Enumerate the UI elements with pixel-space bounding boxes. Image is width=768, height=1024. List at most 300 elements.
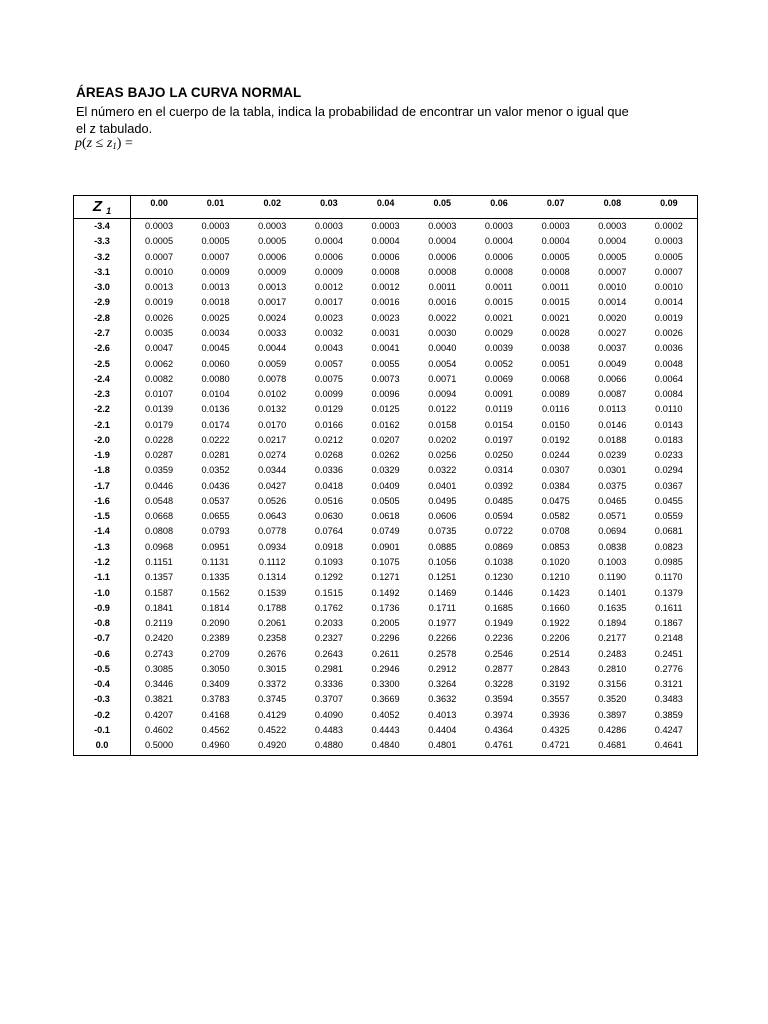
- probability-cell: 0.0618: [371, 511, 400, 522]
- table-body: [74, 219, 698, 756]
- probability-cell: 0.0985: [654, 556, 683, 567]
- probability-cell: 0.0017: [258, 297, 287, 308]
- column-header: 0.01: [187, 196, 244, 219]
- probability-cell: 0.0003: [598, 221, 627, 232]
- z-value-cell: -0.4: [74, 677, 131, 692]
- probability-cell: 0.0409: [371, 480, 400, 491]
- probability-cell: 0.3859: [654, 709, 683, 720]
- probability-cell: 0.0606: [428, 511, 457, 522]
- table-row: [74, 646, 698, 661]
- probability-cell: 0.0537: [201, 495, 230, 506]
- probability-cell: 0.3446: [145, 679, 174, 690]
- probability-cell: 0.0154: [484, 419, 514, 430]
- probability-cell: 0.0055: [371, 358, 400, 369]
- probability-cell: 0.0034: [201, 327, 230, 338]
- probability-cell: 0.1492: [371, 587, 400, 598]
- table-row: [74, 265, 698, 280]
- probability-cell: 0.0143: [654, 419, 683, 430]
- probability-cell: 0.0853: [541, 541, 570, 552]
- probability-cell: 0.0465: [598, 495, 627, 506]
- probability-cell: 0.2296: [371, 633, 400, 644]
- z-value-cell: -2.7: [74, 326, 131, 341]
- probability-cell: 0.0102: [258, 389, 287, 400]
- probability-cell: 0.1056: [428, 556, 457, 567]
- probability-cell: 0.0516: [314, 495, 343, 506]
- z-value-cell: -2.0: [74, 433, 131, 448]
- table-row: [74, 692, 698, 707]
- probability-cell: 0.0015: [484, 297, 514, 308]
- probability-cell: 0.2877: [484, 663, 514, 674]
- probability-cell: 0.4681: [598, 740, 627, 751]
- z-value-cell: -0.5: [74, 662, 131, 677]
- probability-cell: 0.0011: [485, 282, 513, 293]
- probability-cell: 0.0011: [541, 282, 570, 293]
- table-row: [74, 433, 698, 448]
- probability-cell: 0.0010: [598, 282, 627, 293]
- probability-cell: 0.0764: [314, 526, 343, 537]
- probability-cell: 0.0174: [201, 419, 230, 430]
- probability-cell: 0.0329: [371, 465, 400, 476]
- formula-close: ): [116, 136, 122, 151]
- probability-cell: 0.0571: [598, 511, 627, 522]
- probability-cell: 0.4522: [258, 724, 287, 735]
- table-row: [74, 601, 698, 616]
- probability-cell: 0.4483: [314, 724, 343, 735]
- table-row: [74, 540, 698, 555]
- probability-cell: 0.0107: [145, 389, 174, 400]
- column-header: 0.04: [357, 196, 414, 219]
- probability-cell: 0.0401: [428, 480, 457, 491]
- probability-cell: 0.0009: [258, 266, 287, 277]
- probability-cell: 0.1230: [484, 572, 514, 583]
- probability-cell: 0.1469: [428, 587, 457, 598]
- probability-cell: 0.0020: [598, 312, 627, 323]
- probability-cell: 0.1003: [598, 556, 627, 567]
- probability-cell: 0.0495: [428, 495, 457, 506]
- table-row: [74, 341, 698, 356]
- probability-cell: 0.0016: [371, 297, 400, 308]
- probability-cell: 0.0139: [145, 404, 174, 415]
- probability-cell: 0.0274: [258, 450, 287, 461]
- probability-cell: 0.3085: [145, 663, 174, 674]
- z-value-cell: 0.0: [74, 738, 131, 756]
- table-row: [74, 234, 698, 249]
- probability-cell: 0.0179: [145, 419, 174, 430]
- probability-cell: 0.2843: [541, 663, 570, 674]
- probability-cell: 0.0003: [484, 221, 514, 232]
- probability-cell: 0.1894: [598, 618, 627, 629]
- probability-cell: 0.2578: [428, 648, 457, 659]
- probability-cell: 0.4761: [484, 740, 514, 751]
- column-header: 0.06: [471, 196, 528, 219]
- probability-cell: 0.0013: [201, 282, 230, 293]
- z-value-cell: -3.3: [74, 234, 131, 249]
- probability-cell: 0.0035: [145, 327, 174, 338]
- z-value-cell: -2.3: [74, 387, 131, 402]
- probability-cell: 0.0045: [201, 343, 230, 354]
- z-value-cell: -1.3: [74, 540, 131, 555]
- probability-cell: 0.0004: [428, 236, 457, 247]
- probability-cell: 0.0838: [598, 541, 627, 552]
- table-row: [74, 509, 698, 524]
- probability-cell: 0.0087: [598, 389, 627, 400]
- z-value-cell: -2.9: [74, 295, 131, 310]
- probability-cell: 0.0009: [314, 266, 343, 277]
- probability-cell: 0.4364: [484, 724, 514, 735]
- probability-cell: 0.0630: [314, 511, 343, 522]
- table-row: [74, 524, 698, 539]
- probability-cell: 0.1611: [655, 602, 683, 613]
- z-value-cell: -3.4: [74, 219, 131, 235]
- probability-cell: 0.0808: [145, 526, 174, 537]
- probability-cell: 0.0655: [201, 511, 230, 522]
- probability-cell: 0.0033: [258, 327, 287, 338]
- probability-cell: 0.1635: [598, 602, 627, 613]
- probability-cell: 0.1922: [541, 618, 570, 629]
- probability-cell: 0.0336: [314, 465, 343, 476]
- probability-cell: 0.2709: [201, 648, 230, 659]
- probability-cell: 0.0352: [201, 465, 230, 476]
- z-value-cell: -1.1: [74, 570, 131, 585]
- probability-cell: 0.1210: [541, 572, 570, 583]
- formula-func: p: [75, 136, 82, 151]
- probability-cell: 0.2676: [258, 648, 287, 659]
- probability-cell: 0.0582: [541, 511, 570, 522]
- table-row: [74, 662, 698, 677]
- z-value-cell: -0.9: [74, 601, 131, 616]
- probability-cell: 0.3707: [314, 694, 343, 705]
- probability-cell: 0.1292: [314, 572, 343, 583]
- probability-cell: 0.0793: [201, 526, 230, 537]
- probability-cell: 0.0023: [371, 312, 400, 323]
- probability-cell: 0.1867: [654, 618, 683, 629]
- probability-cell: 0.0367: [654, 480, 683, 491]
- probability-cell: 0.2090: [201, 618, 230, 629]
- probability-cell: 0.1131: [201, 556, 230, 567]
- probability-cell: 0.0244: [541, 450, 570, 461]
- probability-cell: 0.2206: [541, 633, 570, 644]
- probability-cell: 0.0951: [201, 541, 230, 552]
- table-row: [74, 417, 698, 432]
- probability-cell: 0.0446: [145, 480, 174, 491]
- probability-cell: 0.0005: [541, 251, 570, 262]
- z-value-cell: -0.6: [74, 646, 131, 661]
- column-header: 0.02: [244, 196, 301, 219]
- probability-cell: 0.3372: [258, 679, 287, 690]
- probability-cell: 0.1020: [541, 556, 570, 567]
- probability-cell: 0.0029: [484, 327, 514, 338]
- probability-cell: 0.0294: [654, 465, 683, 476]
- z-value-cell: -3.0: [74, 280, 131, 295]
- probability-cell: 0.0052: [484, 358, 514, 369]
- table-row: [74, 250, 698, 265]
- probability-cell: 0.4880: [314, 740, 343, 751]
- probability-cell: 0.0047: [145, 343, 174, 354]
- probability-cell: 0.0006: [428, 251, 457, 262]
- z-value-cell: -0.3: [74, 692, 131, 707]
- probability-cell: 0.0918: [314, 541, 343, 552]
- probability-cell: 0.0233: [654, 450, 683, 461]
- formula-eq: =: [121, 136, 133, 151]
- probability-cell: 0.2389: [201, 633, 230, 644]
- probability-cell: 0.3264: [428, 679, 457, 690]
- probability-cell: 0.2981: [314, 663, 343, 674]
- table-row: [74, 311, 698, 326]
- normal-distribution-table: [73, 195, 698, 756]
- probability-cell: 0.0314: [484, 465, 514, 476]
- probability-cell: 0.1075: [371, 556, 400, 567]
- probability-cell: 0.0030: [428, 327, 457, 338]
- probability-cell: 0.0436: [201, 480, 230, 491]
- probability-cell: 0.0036: [654, 343, 683, 354]
- probability-cell: 0.0301: [598, 465, 627, 476]
- probability-cell: 0.0032: [314, 327, 343, 338]
- probability-cell: 0.1446: [484, 587, 514, 598]
- probability-cell: 0.1660: [541, 602, 570, 613]
- formula-sub: 1: [112, 141, 117, 151]
- probability-cell: 0.3483: [654, 694, 683, 705]
- probability-cell: 0.0735: [428, 526, 457, 537]
- table-row: [74, 555, 698, 570]
- table-row: [74, 463, 698, 478]
- probability-cell: 0.0073: [371, 373, 400, 384]
- z-value-cell: -2.6: [74, 341, 131, 356]
- probability-cell: 0.0250: [484, 450, 514, 461]
- probability-cell: 0.0392: [484, 480, 514, 491]
- probability-cell: 0.0005: [598, 251, 627, 262]
- table-row: [74, 616, 698, 631]
- probability-cell: 0.1515: [314, 587, 343, 598]
- probability-cell: 0.0708: [541, 526, 570, 537]
- probability-cell: 0.0375: [598, 480, 627, 491]
- probability-cell: 0.3821: [145, 694, 174, 705]
- probability-cell: 0.0025: [201, 312, 230, 323]
- probability-cell: 0.0059: [258, 358, 287, 369]
- probability-cell: 0.0146: [598, 419, 627, 430]
- probability-cell: 0.3192: [541, 679, 570, 690]
- probability-cell: 0.0778: [258, 526, 287, 537]
- probability-cell: 0.3669: [371, 694, 400, 705]
- z-value-cell: -1.4: [74, 524, 131, 539]
- probability-cell: 0.0019: [654, 312, 683, 323]
- probability-cell: 0.0885: [428, 541, 457, 552]
- z-value-cell: -3.1: [74, 265, 131, 280]
- probability-cell: 0.0064: [654, 373, 683, 384]
- probability-cell: 0.2611: [371, 648, 400, 659]
- probability-cell: 0.0007: [145, 251, 174, 262]
- formula-op: ≤: [92, 136, 107, 151]
- probability-cell: 0.3557: [541, 694, 570, 705]
- probability-cell: 0.0192: [541, 434, 570, 445]
- probability-cell: 0.2810: [598, 663, 627, 674]
- probability-cell: 0.0048: [654, 358, 683, 369]
- probability-cell: 0.0136: [201, 404, 230, 415]
- probability-cell: 0.0075: [314, 373, 343, 384]
- probability-cell: 0.3409: [201, 679, 230, 690]
- probability-cell: 0.0202: [428, 434, 457, 445]
- probability-cell: 0.0009: [201, 266, 230, 277]
- probability-cell: 0.0014: [598, 297, 627, 308]
- z-header-label: Z: [92, 198, 102, 215]
- probability-cell: 0.0485: [484, 495, 514, 506]
- probability-cell: 0.0016: [428, 297, 457, 308]
- probability-cell: 0.0005: [258, 236, 287, 247]
- probability-cell: 0.4325: [541, 724, 570, 735]
- probability-cell: 0.0217: [258, 434, 287, 445]
- probability-cell: 0.2266: [428, 633, 457, 644]
- table-row: [74, 356, 698, 371]
- probability-cell: 0.0049: [598, 358, 627, 369]
- table-row: [74, 295, 698, 310]
- probability-cell: 0.0188: [598, 434, 627, 445]
- probability-cell: 0.0548: [145, 495, 174, 506]
- probability-cell: 0.1093: [314, 556, 343, 567]
- probability-cell: 0.0007: [654, 266, 683, 277]
- probability-cell: 0.0012: [371, 282, 400, 293]
- z-value-cell: -2.8: [74, 311, 131, 326]
- probability-cell: 0.0384: [541, 480, 570, 491]
- probability-cell: 0.3228: [484, 679, 514, 690]
- probability-cell: 0.0051: [541, 358, 570, 369]
- table-row: [74, 387, 698, 402]
- probability-cell: 0.1539: [258, 587, 287, 598]
- probability-cell: 0.0006: [484, 251, 514, 262]
- table-row: [74, 402, 698, 417]
- probability-cell: 0.1335: [201, 572, 230, 583]
- probability-cell: 0.3936: [541, 709, 570, 720]
- probability-cell: 0.3594: [484, 694, 514, 705]
- table-row: [74, 631, 698, 646]
- z-value-cell: -1.9: [74, 448, 131, 463]
- probability-cell: 0.0021: [541, 312, 570, 323]
- z-value-cell: -2.4: [74, 372, 131, 387]
- probability-cell: 0.0003: [371, 221, 400, 232]
- probability-cell: 0.0015: [541, 297, 570, 308]
- probability-cell: 0.0006: [258, 251, 287, 262]
- probability-cell: 0.0006: [314, 251, 343, 262]
- z-value-cell: -1.8: [74, 463, 131, 478]
- probability-cell: 0.0559: [654, 511, 683, 522]
- probability-cell: 0.0427: [258, 480, 287, 491]
- z-value-cell: -1.5: [74, 509, 131, 524]
- probability-cell: 0.2177: [598, 633, 627, 644]
- probability-cell: 0.0005: [145, 236, 174, 247]
- probability-cell: 0.4247: [654, 724, 683, 735]
- probability-cell: 0.0104: [201, 389, 230, 400]
- probability-cell: 0.0262: [371, 450, 400, 461]
- probability-cell: 0.0004: [371, 236, 400, 247]
- probability-cell: 0.3300: [371, 679, 400, 690]
- probability-cell: 0.4090: [314, 709, 343, 720]
- probability-cell: 0.0096: [371, 389, 400, 400]
- probability-cell: 0.2005: [371, 618, 400, 629]
- probability-cell: 0.0011: [428, 282, 456, 293]
- page-title: ÁREAS BAJO LA CURVA NORMAL: [76, 85, 302, 100]
- column-header: 0.08: [584, 196, 641, 219]
- probability-cell: 0.0026: [145, 312, 174, 323]
- z-column-header: [74, 196, 131, 219]
- table-row: [74, 570, 698, 585]
- probability-cell: 0.2420: [145, 633, 174, 644]
- probability-cell: 0.0003: [428, 221, 457, 232]
- probability-cell: 0.1357: [145, 572, 174, 583]
- probability-cell: 0.0080: [201, 373, 230, 384]
- probability-cell: 0.0008: [371, 266, 400, 277]
- z-value-cell: -2.5: [74, 356, 131, 371]
- probability-cell: 0.0132: [258, 404, 287, 415]
- probability-cell: 0.0013: [145, 282, 174, 293]
- probability-cell: 0.0069: [484, 373, 514, 384]
- table-row: [74, 280, 698, 295]
- probability-cell: 0.0505: [371, 495, 400, 506]
- probability-cell: 0.2061: [258, 618, 287, 629]
- table-header-row: [74, 196, 698, 219]
- column-header: 0.03: [301, 196, 358, 219]
- probability-cell: 0.0089: [541, 389, 570, 400]
- probability-cell: 0.0526: [258, 495, 287, 506]
- table-row: [74, 494, 698, 509]
- table-row: [74, 738, 698, 756]
- probability-cell: 0.3632: [428, 694, 457, 705]
- table-row: [74, 708, 698, 723]
- probability-cell: 0.0039: [484, 343, 514, 354]
- probability-cell: 0.4960: [201, 740, 230, 751]
- table-row: [74, 677, 698, 692]
- probability-cell: 0.0359: [145, 465, 174, 476]
- probability-cell: 0.0068: [541, 373, 570, 384]
- probability-cell: 0.0014: [654, 297, 683, 308]
- probability-cell: 0.0150: [541, 419, 570, 430]
- probability-cell: 0.0222: [201, 434, 230, 445]
- probability-cell: 0.1788: [258, 602, 287, 613]
- probability-cell: 0.0038: [541, 343, 570, 354]
- probability-cell: 0.0901: [371, 541, 400, 552]
- probability-cell: 0.0024: [258, 312, 287, 323]
- probability-cell: 0.0823: [654, 541, 683, 552]
- probability-cell: 0.0344: [258, 465, 287, 476]
- probability-cell: 0.4129: [258, 709, 287, 720]
- z-value-cell: -0.2: [74, 708, 131, 723]
- probability-cell: 0.1587: [145, 587, 174, 598]
- table-row: [74, 372, 698, 387]
- probability-cell: 0.4562: [201, 724, 230, 735]
- probability-cell: 0.0170: [258, 419, 287, 430]
- probability-cell: 0.0749: [371, 526, 400, 537]
- probability-cell: 0.0228: [145, 434, 174, 445]
- probability-cell: 0.0475: [541, 495, 570, 506]
- probability-cell: 0.2776: [654, 663, 683, 674]
- probability-cell: 0.0722: [484, 526, 514, 537]
- probability-cell: 0.1401: [598, 587, 627, 598]
- probability-cell: 0.0043: [314, 343, 343, 354]
- probability-cell: 0.0006: [371, 251, 400, 262]
- probability-cell: 0.0057: [314, 358, 343, 369]
- probability-cell: 0.2119: [145, 618, 173, 629]
- probability-cell: 0.0037: [598, 343, 627, 354]
- probability-cell: 0.0268: [314, 450, 343, 461]
- probability-cell: 0.4641: [654, 740, 683, 751]
- probability-cell: 0.0207: [371, 434, 400, 445]
- probability-cell: 0.0005: [201, 236, 230, 247]
- probability-cell: 0.0122: [428, 404, 457, 415]
- z-value-cell: -1.7: [74, 479, 131, 494]
- probability-cell: 0.0005: [654, 251, 683, 262]
- probability-cell: 0.0041: [371, 343, 400, 354]
- probability-cell: 0.0019: [145, 297, 174, 308]
- probability-cell: 0.0062: [145, 358, 174, 369]
- probability-cell: 0.0028: [541, 327, 570, 338]
- probability-formula: [75, 136, 133, 152]
